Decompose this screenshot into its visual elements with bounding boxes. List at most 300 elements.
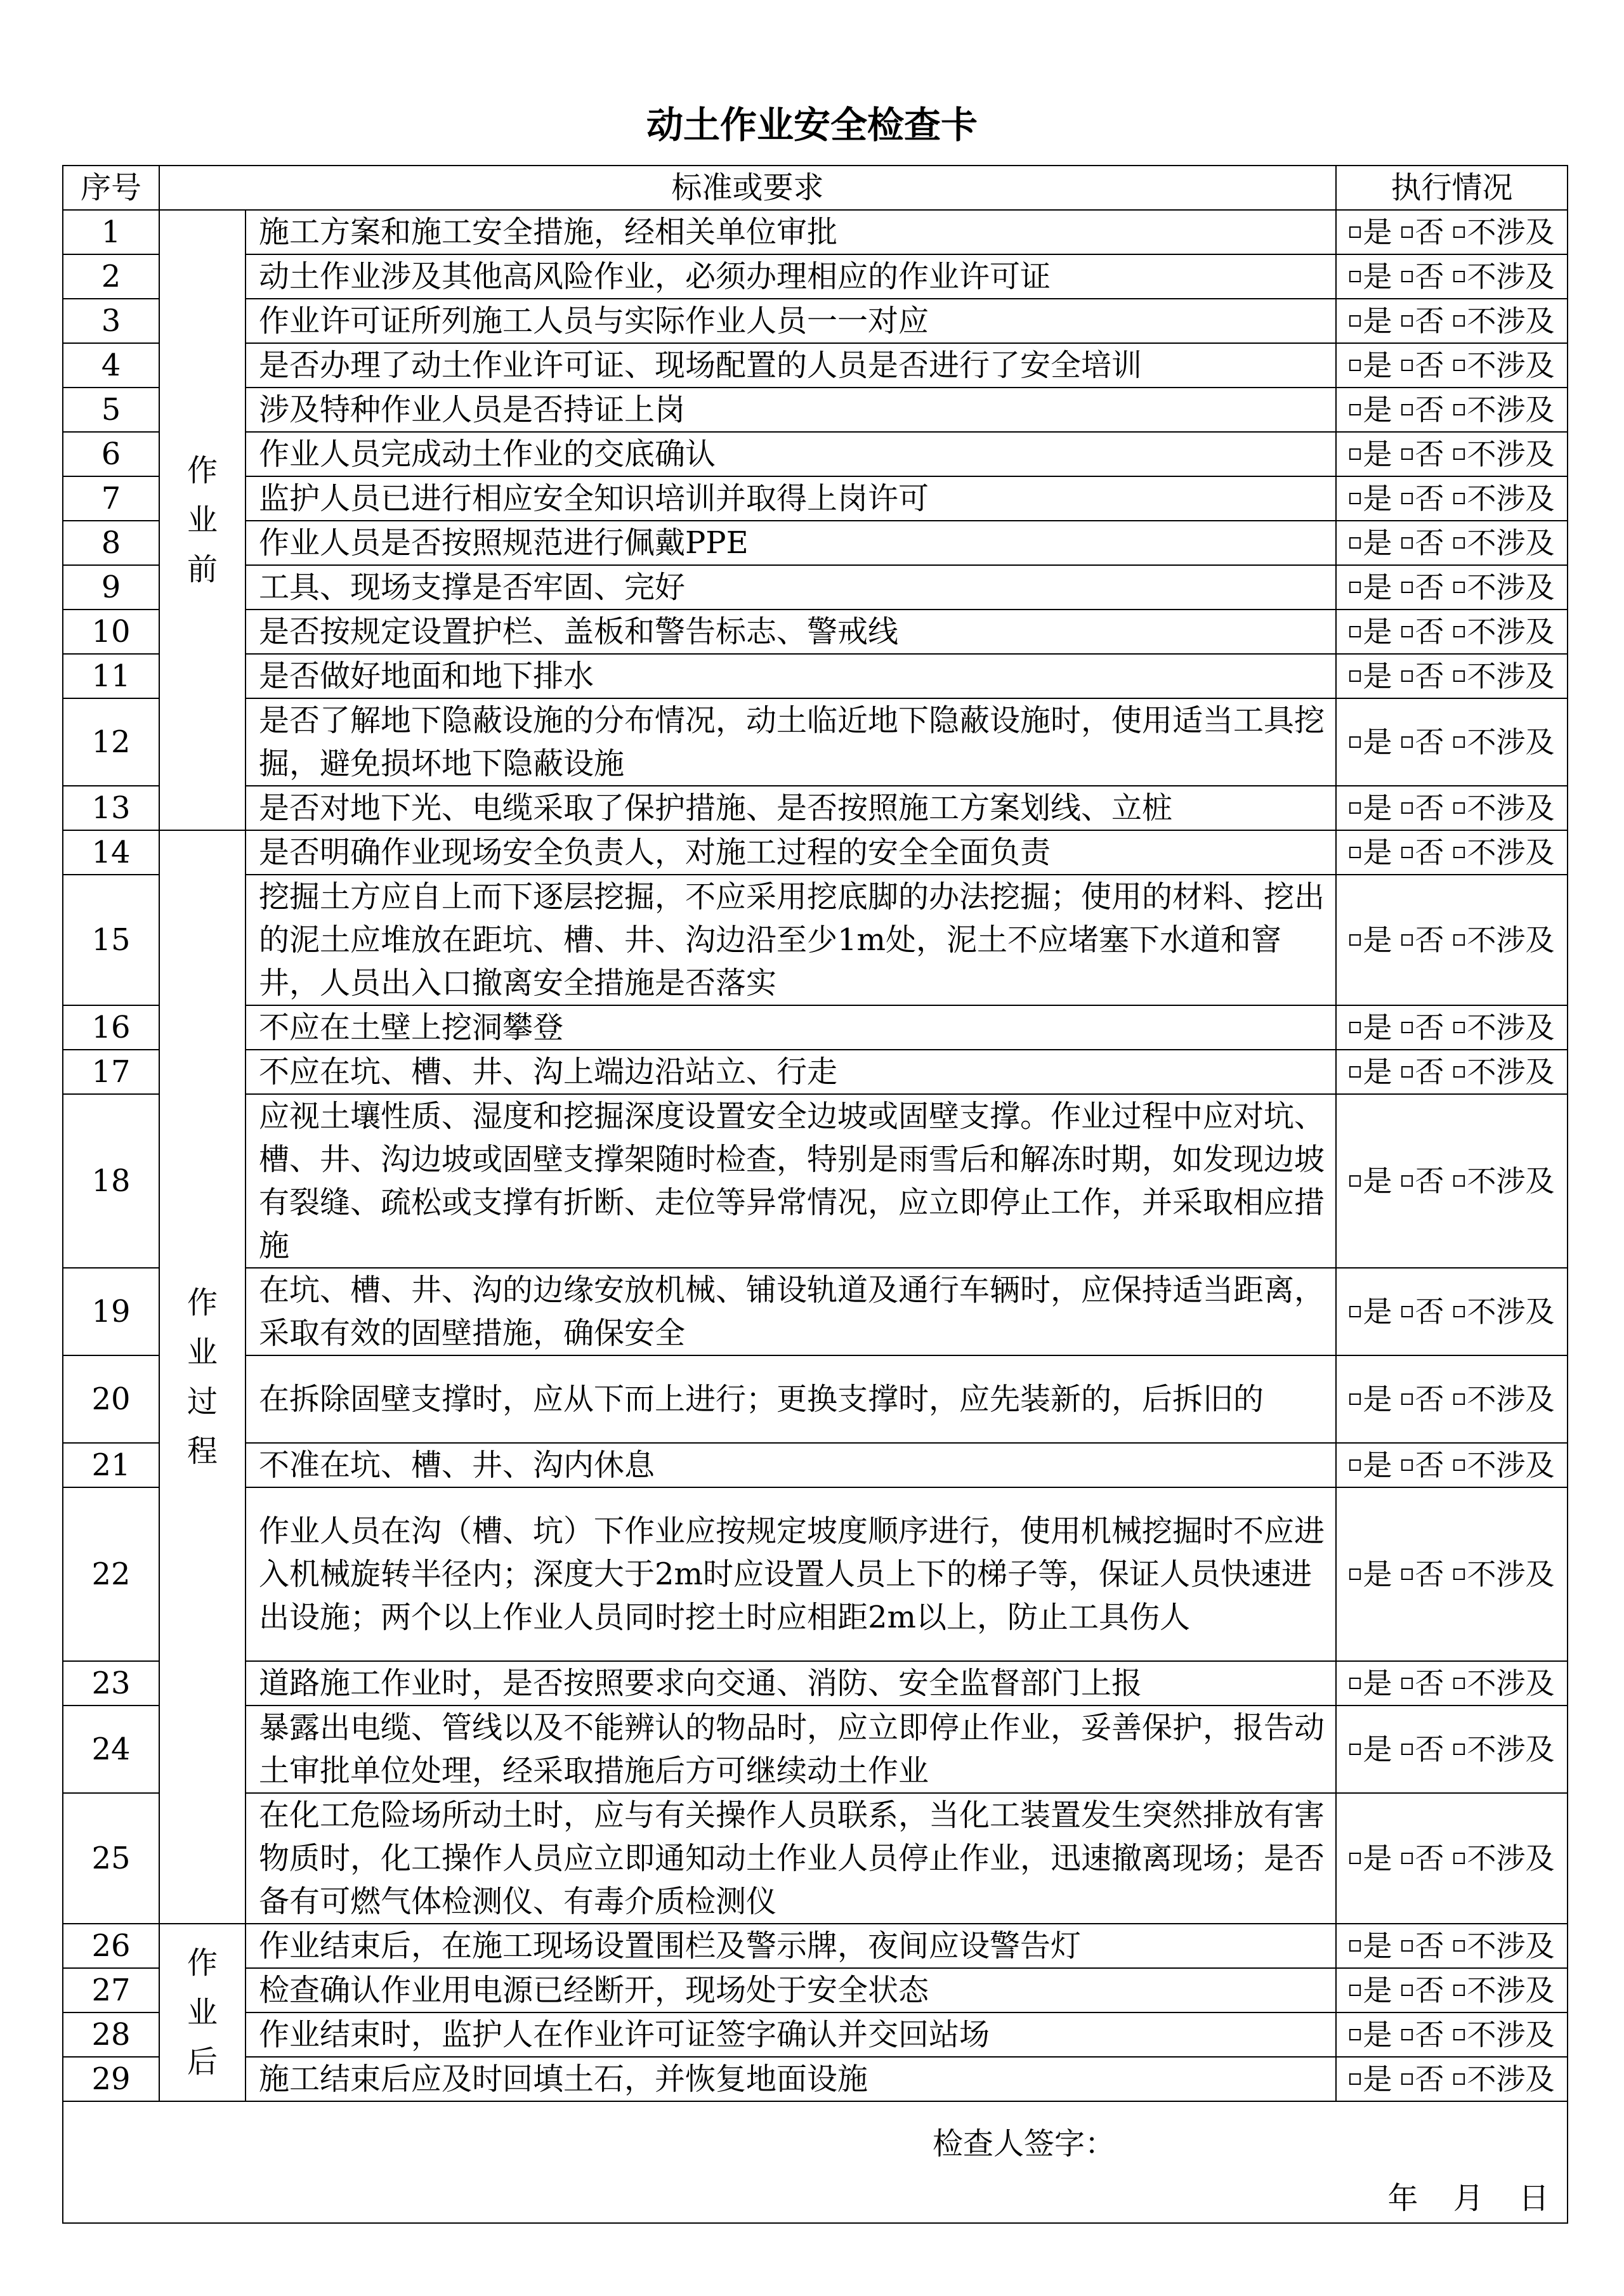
option-yes[interactable] (1349, 348, 1392, 382)
option-not-applicable[interactable] (1453, 835, 1555, 870)
option-yes[interactable] (1349, 1973, 1392, 2007)
requirement-text: 不应在土壁上挖洞攀登 (246, 1005, 1336, 1050)
item-number: 20 (63, 1355, 159, 1443)
option-label: 不涉及 (1467, 2018, 1555, 2052)
option-no[interactable] (1401, 215, 1444, 249)
item-number: 2 (63, 254, 159, 299)
checkbox-icon[interactable] (1349, 360, 1361, 371)
table-row (63, 521, 1568, 565)
checkbox-icon[interactable] (1453, 626, 1465, 637)
requirement-text: 是否明确作业现场安全负责人，对施工过程的安全全面负责 (246, 830, 1336, 875)
requirement-text: 是否对地下光、电缆采取了保护措施、是否按照施工方案划线、立桩 (246, 786, 1336, 830)
checkbox-icon[interactable] (1349, 493, 1361, 504)
option-label: 不涉及 (1467, 835, 1555, 870)
option-yes[interactable] (1349, 2018, 1392, 2052)
table-row (63, 343, 1568, 388)
checkbox-icon[interactable] (1453, 2029, 1465, 2040)
option-label: 否 (1415, 615, 1444, 649)
checkbox-icon[interactable] (1401, 360, 1413, 371)
option-yes[interactable] (1349, 2062, 1392, 2096)
option-no[interactable] (1401, 2018, 1444, 2052)
checkbox-icon[interactable] (1349, 1940, 1361, 1952)
item-number: 1 (63, 210, 159, 254)
option-yes[interactable] (1349, 725, 1392, 759)
option-not-applicable[interactable] (1453, 1732, 1555, 1766)
checkbox-icon[interactable] (1453, 1744, 1465, 1755)
option-label: 是 (1363, 393, 1392, 427)
option-yes[interactable] (1349, 259, 1392, 294)
option-label: 否 (1415, 304, 1444, 338)
option-label: 是 (1363, 259, 1392, 294)
checkbox-icon[interactable] (1453, 670, 1465, 682)
option-not-applicable[interactable] (1453, 659, 1555, 693)
checkbox-icon[interactable] (1401, 1678, 1413, 1689)
checkbox-icon[interactable] (1401, 1853, 1413, 1864)
option-label: 是 (1363, 1382, 1392, 1416)
option-label: 否 (1415, 791, 1444, 825)
option-no[interactable] (1401, 1973, 1444, 2007)
option-label: 是 (1363, 1841, 1392, 1875)
table-row (63, 388, 1568, 432)
status-options (1336, 610, 1568, 654)
checkbox-icon[interactable] (1453, 934, 1465, 946)
checkbox-icon[interactable] (1453, 1985, 1465, 1996)
option-no[interactable] (1401, 393, 1444, 427)
status-options (1336, 1706, 1568, 1793)
table-row (63, 1661, 1568, 1706)
checkbox-icon[interactable] (1401, 1022, 1413, 1033)
option-no[interactable] (1401, 437, 1444, 471)
option-label: 不涉及 (1467, 526, 1555, 560)
option-not-applicable[interactable] (1453, 2018, 1555, 2052)
checkbox-icon[interactable] (1453, 1022, 1465, 1033)
checkbox-icon[interactable] (1349, 670, 1361, 682)
requirement-text: 在化工危险场所动土时，应与有关操作人员联系，当化工装置发生突然排放有害物质时，化工操作人员应立即通知动土作业人员停止作业，迅速撤离现场；是否备有可燃气体检测仪、有毒介质检测仪 (246, 1793, 1336, 1924)
option-label: 不涉及 (1467, 2062, 1555, 2096)
table-row (63, 1050, 1568, 1094)
checkbox-icon[interactable] (1349, 847, 1361, 858)
checkbox-icon[interactable] (1349, 1569, 1361, 1580)
checklist-table (62, 165, 1568, 2224)
option-label: 不涉及 (1467, 1295, 1555, 1329)
status-options (1336, 1968, 1568, 2012)
checkbox-icon[interactable] (1401, 1175, 1413, 1187)
option-not-applicable[interactable] (1453, 1929, 1555, 1963)
option-yes[interactable] (1349, 526, 1392, 560)
option-not-applicable[interactable] (1453, 259, 1555, 294)
table-row (63, 1094, 1568, 1268)
checkbox-icon[interactable] (1401, 315, 1413, 327)
checkbox-icon[interactable] (1401, 1985, 1413, 1996)
option-no[interactable] (1401, 1732, 1444, 1766)
option-not-applicable[interactable] (1453, 1382, 1555, 1416)
table-row (63, 476, 1568, 521)
requirement-text: 道路施工作业时，是否按照要求向交通、消防、安全监督部门上报 (246, 1661, 1336, 1706)
checkbox-icon[interactable] (1401, 626, 1413, 637)
option-no[interactable] (1401, 1382, 1444, 1416)
checkbox-icon[interactable] (1349, 404, 1361, 415)
option-no[interactable] (1401, 1666, 1444, 1700)
checkbox-icon[interactable] (1401, 802, 1413, 814)
checkbox-icon[interactable] (1453, 1066, 1465, 1078)
checkbox-icon[interactable] (1401, 2029, 1413, 2040)
checkbox-icon[interactable] (1401, 847, 1413, 858)
item-number: 8 (63, 521, 159, 565)
status-options (1336, 698, 1568, 786)
option-label: 否 (1415, 1295, 1444, 1329)
checkbox-icon[interactable] (1453, 493, 1465, 504)
checkbox-icon[interactable] (1349, 934, 1361, 946)
item-number: 27 (63, 1968, 159, 2012)
item-number: 18 (63, 1094, 159, 1268)
option-label: 不涉及 (1467, 393, 1555, 427)
option-yes[interactable] (1349, 659, 1392, 693)
option-no[interactable] (1401, 570, 1444, 604)
option-label: 是 (1363, 1557, 1392, 1591)
option-yes[interactable] (1349, 1164, 1392, 1198)
checkbox-icon[interactable] (1401, 404, 1413, 415)
option-no[interactable] (1401, 1010, 1444, 1045)
option-label: 不涉及 (1467, 481, 1555, 516)
option-not-applicable[interactable] (1453, 1055, 1555, 1089)
requirement-text: 是否做好地面和地下排水 (246, 654, 1336, 698)
checkbox-icon[interactable] (1349, 537, 1361, 549)
option-no[interactable] (1401, 1557, 1444, 1591)
requirement-text: 作业人员在沟（槽、坑）下作业应按规定坡度顺序进行，使用机械挖掘时不应进入机械旋转半径内；深度大于2m时应设置人员上下的梯子等，保证人员快速进出设施；两个以上作业人员同时挖土时应相距2m以上，防止工具伤人 (246, 1487, 1336, 1661)
table-row (63, 432, 1568, 476)
item-number: 6 (63, 432, 159, 476)
option-label: 是 (1363, 1929, 1392, 1963)
table-row (63, 565, 1568, 610)
option-label: 是 (1363, 835, 1392, 870)
option-label: 是 (1363, 615, 1392, 649)
checkbox-icon[interactable] (1453, 1940, 1465, 1952)
option-label: 不涉及 (1467, 1666, 1555, 1700)
option-label: 否 (1415, 1055, 1444, 1089)
option-label: 是 (1363, 526, 1392, 560)
item-number: 13 (63, 786, 159, 830)
checkbox-icon[interactable] (1453, 360, 1465, 371)
table-row (63, 2057, 1568, 2101)
option-label: 不涉及 (1467, 1010, 1555, 1045)
option-yes[interactable] (1349, 1382, 1392, 1416)
checkbox-icon[interactable] (1401, 934, 1413, 946)
option-label: 否 (1415, 659, 1444, 693)
option-no[interactable] (1401, 348, 1444, 382)
checkbox-icon[interactable] (1401, 271, 1413, 282)
option-no[interactable] (1401, 2062, 1444, 2096)
checkbox-icon[interactable] (1453, 537, 1465, 549)
option-not-applicable[interactable] (1453, 1841, 1555, 1875)
checkbox-icon[interactable] (1349, 315, 1361, 327)
checkbox-icon[interactable] (1453, 1175, 1465, 1187)
status-options (1336, 388, 1568, 432)
option-label: 否 (1415, 1929, 1444, 1963)
option-no[interactable] (1401, 259, 1444, 294)
option-not-applicable[interactable] (1453, 1010, 1555, 1045)
option-yes[interactable] (1349, 923, 1392, 957)
checkbox-icon[interactable] (1401, 1066, 1413, 1078)
requirement-text: 在坑、槽、井、沟的边缘安放机械、铺设轨道及通行车辆时，应保持适当距离，采取有效的固壁措施，确保安全 (246, 1268, 1336, 1355)
option-yes[interactable] (1349, 1841, 1392, 1875)
requirement-text: 是否按规定设置护栏、盖板和警告标志、警戒线 (246, 610, 1336, 654)
option-not-applicable[interactable] (1453, 348, 1555, 382)
option-no[interactable] (1401, 526, 1444, 560)
option-label: 是 (1363, 1448, 1392, 1482)
checkbox-icon[interactable] (1453, 271, 1465, 282)
option-yes[interactable] (1349, 481, 1392, 516)
option-no[interactable] (1401, 304, 1444, 338)
checkbox-icon[interactable] (1453, 1459, 1465, 1471)
checkbox-icon[interactable] (1401, 2073, 1413, 2085)
option-not-applicable[interactable] (1453, 1164, 1555, 1198)
checkbox-icon[interactable] (1349, 2029, 1361, 2040)
option-no[interactable] (1401, 659, 1444, 693)
item-number: 10 (63, 610, 159, 654)
option-label: 否 (1415, 1010, 1444, 1045)
checkbox-icon[interactable] (1401, 1569, 1413, 1580)
option-not-applicable[interactable] (1453, 1557, 1555, 1591)
option-no[interactable] (1401, 615, 1444, 649)
option-label: 是 (1363, 304, 1392, 338)
checkbox-icon[interactable] (1349, 1022, 1361, 1033)
checkbox-icon[interactable] (1349, 226, 1361, 238)
option-label: 是 (1363, 215, 1392, 249)
checkbox-icon[interactable] (1453, 1678, 1465, 1689)
table-row (63, 830, 1568, 875)
item-number: 21 (63, 1443, 159, 1487)
item-number: 24 (63, 1706, 159, 1793)
option-yes[interactable] (1349, 437, 1392, 471)
checkbox-icon[interactable] (1401, 736, 1413, 748)
option-yes[interactable] (1349, 215, 1392, 249)
checkbox-icon[interactable] (1349, 582, 1361, 593)
signature-cell (63, 2101, 1568, 2223)
option-yes[interactable] (1349, 1732, 1392, 1766)
signature-date: 年 月 日 (1387, 2181, 1550, 2216)
option-label: 否 (1415, 348, 1444, 382)
option-label: 是 (1363, 348, 1392, 382)
item-number: 19 (63, 1268, 159, 1355)
checkbox-icon[interactable] (1453, 1853, 1465, 1864)
option-not-applicable[interactable] (1453, 570, 1555, 604)
item-number: 9 (63, 565, 159, 610)
option-yes[interactable] (1349, 1929, 1392, 1963)
option-not-applicable[interactable] (1453, 725, 1555, 759)
option-no[interactable] (1401, 1929, 1444, 1963)
option-yes[interactable] (1349, 1448, 1392, 1482)
option-yes[interactable] (1349, 1010, 1392, 1045)
requirement-text: 涉及特种作业人员是否持证上岗 (246, 388, 1336, 432)
option-label: 不涉及 (1467, 259, 1555, 294)
checkbox-icon[interactable] (1401, 448, 1413, 460)
option-yes[interactable] (1349, 1557, 1392, 1591)
checkbox-icon[interactable] (1453, 1393, 1465, 1405)
option-not-applicable[interactable] (1453, 1666, 1555, 1700)
option-not-applicable[interactable] (1453, 1973, 1555, 2007)
option-yes[interactable] (1349, 393, 1392, 427)
checklist-sheet (62, 165, 1567, 2224)
checkbox-icon[interactable] (1349, 1066, 1361, 1078)
option-label: 不涉及 (1467, 304, 1555, 338)
item-number: 11 (63, 654, 159, 698)
status-options (1336, 1094, 1568, 1268)
table-row (63, 210, 1568, 254)
option-no[interactable] (1401, 835, 1444, 870)
status-options (1336, 1355, 1568, 1443)
option-label: 是 (1363, 659, 1392, 693)
option-label: 不涉及 (1467, 615, 1555, 649)
status-options (1336, 875, 1568, 1005)
option-no[interactable] (1401, 1841, 1444, 1875)
requirement-text: 施工结束后应及时回填土石，并恢复地面设施 (246, 2057, 1336, 2101)
item-number: 26 (63, 1924, 159, 1968)
option-label: 不涉及 (1467, 791, 1555, 825)
option-no[interactable] (1401, 1295, 1444, 1329)
checkbox-icon[interactable] (1453, 736, 1465, 748)
status-options (1336, 299, 1568, 343)
option-not-applicable[interactable] (1453, 615, 1555, 649)
item-number: 14 (63, 830, 159, 875)
option-label: 否 (1415, 1973, 1444, 2007)
table-row (63, 2012, 1568, 2057)
option-not-applicable[interactable] (1453, 791, 1555, 825)
option-not-applicable[interactable] (1453, 1448, 1555, 1482)
checkbox-icon[interactable] (1453, 582, 1465, 593)
item-number: 29 (63, 2057, 159, 2101)
option-yes[interactable] (1349, 791, 1392, 825)
status-options (1336, 521, 1568, 565)
status-options (1336, 1050, 1568, 1094)
option-not-applicable[interactable] (1453, 526, 1555, 560)
status-options (1336, 830, 1568, 875)
checkbox-icon[interactable] (1349, 2073, 1361, 2085)
option-not-applicable[interactable] (1453, 393, 1555, 427)
checkbox-icon[interactable] (1349, 1306, 1361, 1317)
option-label: 是 (1363, 1732, 1392, 1766)
option-yes[interactable] (1349, 1666, 1392, 1700)
checkbox-icon[interactable] (1349, 1175, 1361, 1187)
option-no[interactable] (1401, 1164, 1444, 1198)
requirement-text: 应视土壤性质、湿度和挖掘深度设置安全边坡或固壁支撑。作业过程中应对坑、槽、井、沟边坡或固壁支撑架随时检查，特别是雨雪后和解冻时期，如发现边坡有裂缝、疏松或支撑有折断、走位等异常情况，应立即停止工作，并采取相应措施 (246, 1094, 1336, 1268)
option-yes[interactable] (1349, 835, 1392, 870)
option-yes[interactable] (1349, 615, 1392, 649)
option-label: 不涉及 (1467, 1448, 1555, 1482)
option-label: 否 (1415, 725, 1444, 759)
checkbox-icon[interactable] (1349, 448, 1361, 460)
option-label: 不涉及 (1467, 215, 1555, 249)
table-row (63, 654, 1568, 698)
option-label: 是 (1363, 481, 1392, 516)
option-label: 是 (1363, 2062, 1392, 2096)
checkbox-icon[interactable] (1453, 847, 1465, 858)
checkbox-icon[interactable] (1401, 1744, 1413, 1755)
option-no[interactable] (1401, 481, 1444, 516)
option-no[interactable] (1401, 1448, 1444, 1482)
checkbox-icon[interactable] (1453, 404, 1465, 415)
table-row (63, 1268, 1568, 1355)
checkbox-icon[interactable] (1349, 736, 1361, 748)
status-options (1336, 1793, 1568, 1924)
checkbox-icon[interactable] (1401, 1459, 1413, 1471)
phase-label-text: 作业过程 (187, 1285, 218, 1469)
requirement-text: 作业人员完成动土作业的交底确认 (246, 432, 1336, 476)
option-not-applicable[interactable] (1453, 481, 1555, 516)
status-options (1336, 1268, 1568, 1355)
checkbox-icon[interactable] (1349, 1853, 1361, 1864)
option-no[interactable] (1401, 1055, 1444, 1089)
checkbox-icon[interactable] (1453, 802, 1465, 814)
status-options (1336, 1661, 1568, 1706)
option-label: 否 (1415, 1841, 1444, 1875)
checkbox-icon[interactable] (1453, 448, 1465, 460)
checkbox-icon[interactable] (1401, 1393, 1413, 1405)
requirement-text: 作业结束时，监护人在作业许可证签字确认并交回站场 (246, 2012, 1336, 2057)
checkbox-icon[interactable] (1453, 1569, 1465, 1580)
option-label: 否 (1415, 835, 1444, 870)
table-row (63, 254, 1568, 299)
option-not-applicable[interactable] (1453, 304, 1555, 338)
checkbox-icon[interactable] (1349, 271, 1361, 282)
checkbox-icon[interactable] (1401, 493, 1413, 504)
checkbox-icon[interactable] (1349, 626, 1361, 637)
table-row (63, 299, 1568, 343)
option-yes[interactable] (1349, 570, 1392, 604)
option-not-applicable[interactable] (1453, 923, 1555, 957)
checkbox-icon[interactable] (1401, 582, 1413, 593)
checkbox-icon[interactable] (1453, 2073, 1465, 2085)
phase-label-text: 作业前 (187, 453, 218, 587)
option-no[interactable] (1401, 725, 1444, 759)
header-number: 序号 (63, 166, 159, 210)
option-not-applicable[interactable] (1453, 2062, 1555, 2096)
checkbox-icon[interactable] (1349, 1393, 1361, 1405)
option-yes[interactable] (1349, 304, 1392, 338)
option-no[interactable] (1401, 791, 1444, 825)
checkbox-icon[interactable] (1349, 1459, 1361, 1471)
checkbox-icon[interactable] (1349, 1744, 1361, 1755)
checkbox-icon[interactable] (1401, 226, 1413, 238)
option-label: 不涉及 (1467, 1164, 1555, 1198)
requirement-text: 施工方案和施工安全措施，经相关单位审批 (246, 210, 1336, 254)
option-yes[interactable] (1349, 1295, 1392, 1329)
option-label: 否 (1415, 1164, 1444, 1198)
requirement-text: 不应在坑、槽、井、沟上端边沿站立、行走 (246, 1050, 1336, 1094)
option-not-applicable[interactable] (1453, 215, 1555, 249)
checkbox-icon[interactable] (1453, 315, 1465, 327)
option-not-applicable[interactable] (1453, 437, 1555, 471)
requirement-text: 挖掘土方应自上而下逐层挖掘，不应采用挖底脚的办法挖掘；使用的材料、挖出的泥土应堆放在距坑、槽、井、沟边沿至少1m处，泥土不应堵塞下水道和窨井，人员出入口撤离安全措施是否落实 (246, 875, 1336, 1005)
checkbox-icon[interactable] (1349, 1678, 1361, 1689)
checkbox-icon[interactable] (1401, 670, 1413, 682)
option-label: 不涉及 (1467, 659, 1555, 693)
requirement-text: 监护人员已进行相应安全知识培训并取得上岗许可 (246, 476, 1336, 521)
option-no[interactable] (1401, 923, 1444, 957)
option-label: 否 (1415, 1382, 1444, 1416)
requirement-text: 检查确认作业用电源已经断开，现场处于安全状态 (246, 1968, 1336, 2012)
option-yes[interactable] (1349, 1055, 1392, 1089)
checkbox-icon[interactable] (1453, 226, 1465, 238)
checkbox-icon[interactable] (1401, 1306, 1413, 1317)
checkbox-icon[interactable] (1401, 1940, 1413, 1952)
option-label: 不涉及 (1467, 1382, 1555, 1416)
checkbox-icon[interactable] (1349, 802, 1361, 814)
option-label: 否 (1415, 1666, 1444, 1700)
checkbox-icon[interactable] (1349, 1985, 1361, 1996)
option-not-applicable[interactable] (1453, 1295, 1555, 1329)
checkbox-icon[interactable] (1453, 1306, 1465, 1317)
checkbox-icon[interactable] (1401, 537, 1413, 549)
